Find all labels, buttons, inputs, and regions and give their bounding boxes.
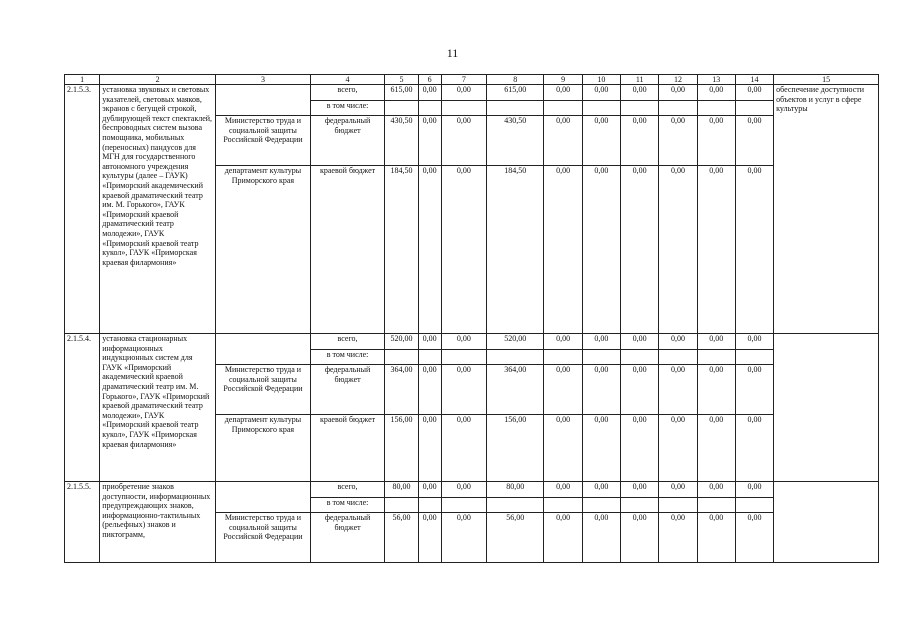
value-cell: 0,00: [735, 166, 773, 334]
col-number: 8: [487, 75, 544, 85]
empty-cell: [418, 498, 441, 513]
col-number: 13: [697, 75, 735, 85]
value-cell: 0,00: [544, 365, 582, 415]
value-cell: 0,00: [659, 85, 697, 101]
value-cell: 0,00: [544, 85, 582, 101]
value-cell: 0,00: [621, 513, 659, 563]
value-cell: 0,00: [582, 415, 620, 482]
page-number: 11: [446, 46, 459, 60]
value-cell: 0,00: [735, 334, 773, 350]
value-cell: 0,00: [697, 116, 735, 166]
value-cell: 0,00: [582, 482, 620, 498]
value-cell: 0,00: [441, 365, 486, 415]
col-number: 4: [310, 75, 385, 85]
federal-org: Министерство труда и социальной защиты Российской Федерации: [216, 116, 311, 166]
empty-cell: [582, 101, 620, 116]
value-cell: 0,00: [659, 365, 697, 415]
empty-cell: [735, 101, 773, 116]
value-cell: 56,00: [487, 513, 544, 563]
federal-budget-label: федеральный бюджет: [310, 365, 385, 415]
value-cell: 0,00: [544, 166, 582, 334]
value-cell: 0,00: [418, 166, 441, 334]
column-number-row: [65, 75, 879, 85]
value-cell: 156,00: [487, 415, 544, 482]
col-number: 14: [735, 75, 773, 85]
value-cell: 0,00: [659, 415, 697, 482]
value-cell: 0,00: [659, 166, 697, 334]
federal-org: Министерство труда и социальной защиты Российской Федерации: [216, 513, 311, 563]
empty-cell: [441, 498, 486, 513]
value-cell: 0,00: [697, 513, 735, 563]
value-cell: 0,00: [544, 513, 582, 563]
col-number: 10: [582, 75, 620, 85]
regional-budget-label: краевой бюджет: [310, 166, 385, 334]
value-cell: 0,00: [659, 116, 697, 166]
value-cell: 0,00: [582, 166, 620, 334]
value-cell: 0,00: [418, 513, 441, 563]
col-number: 2: [100, 75, 216, 85]
org-cell: [216, 334, 311, 365]
empty-cell: [487, 350, 544, 365]
value-cell: 0,00: [621, 334, 659, 350]
org-cell: [216, 482, 311, 513]
empty-cell: [418, 101, 441, 116]
value-cell: 0,00: [621, 116, 659, 166]
item-description: приобретение знаков доступности, информационных предупреждающих знаков, информационно-тактильных (рельефных) знаков и пиктограмм,: [100, 482, 216, 563]
value-cell: 430,50: [487, 116, 544, 166]
including-label: в том числе:: [310, 498, 385, 513]
value-cell: 0,00: [418, 116, 441, 166]
item-description: установка стационарных информационных индукционных систем для ГАУК «Приморский академический краевой драматический театр им. М. Горького», ГАУК «Приморский краевой драматический театр молодежи», ГАУК «Приморский краевой театр кукол», ГАУК «Приморская краевая филармония»: [100, 334, 216, 482]
col-number: 9: [544, 75, 582, 85]
value-cell: 0,00: [418, 85, 441, 101]
regional-budget-label: краевой бюджет: [310, 415, 385, 482]
value-cell: 0,00: [735, 415, 773, 482]
value-cell: 0,00: [441, 415, 486, 482]
value-cell: 0,00: [544, 334, 582, 350]
empty-cell: [582, 498, 620, 513]
value-cell: 56,00: [385, 513, 418, 563]
empty-cell: [544, 101, 582, 116]
value-cell: 0,00: [621, 415, 659, 482]
value-cell: 0,00: [544, 482, 582, 498]
expected-result: [774, 334, 879, 482]
value-cell: 364,00: [487, 365, 544, 415]
empty-cell: [544, 350, 582, 365]
col-number: 1: [65, 75, 100, 85]
regional-org: департамент культуры Приморского края: [216, 415, 311, 482]
value-cell: 0,00: [418, 365, 441, 415]
value-cell: 0,00: [697, 482, 735, 498]
value-cell: 0,00: [735, 116, 773, 166]
value-cell: 0,00: [582, 513, 620, 563]
value-cell: 0,00: [621, 482, 659, 498]
value-cell: 0,00: [441, 166, 486, 334]
org-cell: [216, 85, 311, 116]
empty-cell: [385, 101, 418, 116]
value-cell: 0,00: [441, 482, 486, 498]
budget-table: [64, 74, 879, 563]
value-cell: 520,00: [487, 334, 544, 350]
value-cell: 0,00: [441, 116, 486, 166]
value-cell: 0,00: [735, 482, 773, 498]
expected-result: обеспечение доступности объектов и услуг в сфере культуры: [774, 85, 879, 334]
empty-cell: [621, 101, 659, 116]
value-cell: 364,00: [385, 365, 418, 415]
item-description: установка звуковых и световых указателей, световых маяков, экранов с бегущей строкой, дублирующей текст спектаклей, беспроводных систем вызова помощника, мобильных (переносных) пандусов для МГН для государственного автономного учреждения культуры (далее – ГАУК) «Приморский академический краевой драматический театр им. М. Горького», ГАУК «Приморский краевой драматический театр молодежи», ГАУК «Приморский краевой театр кукол», ГАУК «Приморская краевая филармония»: [100, 85, 216, 334]
col-number: 3: [216, 75, 311, 85]
empty-cell: [582, 350, 620, 365]
value-cell: 156,00: [385, 415, 418, 482]
value-cell: 0,00: [697, 415, 735, 482]
col-number: 5: [385, 75, 418, 85]
col-number: 12: [659, 75, 697, 85]
value-cell: 0,00: [697, 365, 735, 415]
value-cell: 0,00: [735, 85, 773, 101]
item-code: 2.1.5.5.: [65, 482, 100, 563]
empty-cell: [441, 101, 486, 116]
value-cell: 0,00: [418, 482, 441, 498]
empty-cell: [697, 350, 735, 365]
including-label: в том числе:: [310, 101, 385, 116]
col-number: 15: [774, 75, 879, 85]
value-cell: 0,00: [697, 334, 735, 350]
funding-total-label: всего,: [310, 482, 385, 498]
value-cell: 184,50: [487, 166, 544, 334]
federal-budget-label: федеральный бюджет: [310, 116, 385, 166]
empty-cell: [385, 498, 418, 513]
value-cell: 0,00: [621, 365, 659, 415]
table-row: [65, 85, 879, 101]
value-cell: 0,00: [441, 334, 486, 350]
empty-cell: [659, 101, 697, 116]
value-cell: 0,00: [659, 334, 697, 350]
table-row: [65, 334, 879, 350]
empty-cell: [544, 498, 582, 513]
value-cell: 80,00: [385, 482, 418, 498]
value-cell: 0,00: [418, 334, 441, 350]
value-cell: 615,00: [487, 85, 544, 101]
empty-cell: [621, 498, 659, 513]
item-code: 2.1.5.4.: [65, 334, 100, 482]
federal-org: Министерство труда и социальной защиты Российской Федерации: [216, 365, 311, 415]
col-number: 7: [441, 75, 486, 85]
empty-cell: [487, 498, 544, 513]
empty-cell: [659, 350, 697, 365]
value-cell: 0,00: [659, 482, 697, 498]
value-cell: 0,00: [621, 85, 659, 101]
value-cell: 0,00: [544, 116, 582, 166]
value-cell: 0,00: [441, 85, 486, 101]
empty-cell: [735, 498, 773, 513]
col-number: 6: [418, 75, 441, 85]
empty-cell: [487, 101, 544, 116]
value-cell: 0,00: [418, 415, 441, 482]
empty-cell: [441, 350, 486, 365]
col-number: 11: [621, 75, 659, 85]
table-row: [65, 482, 879, 498]
including-label: в том числе:: [310, 350, 385, 365]
value-cell: 80,00: [487, 482, 544, 498]
value-cell: 0,00: [621, 166, 659, 334]
empty-cell: [621, 350, 659, 365]
federal-budget-label: федеральный бюджет: [310, 513, 385, 563]
value-cell: 0,00: [582, 116, 620, 166]
value-cell: 0,00: [441, 513, 486, 563]
value-cell: 430,50: [385, 116, 418, 166]
value-cell: 0,00: [582, 365, 620, 415]
value-cell: 0,00: [659, 513, 697, 563]
value-cell: 0,00: [735, 513, 773, 563]
value-cell: 184,50: [385, 166, 418, 334]
value-cell: 520,00: [385, 334, 418, 350]
value-cell: 0,00: [582, 85, 620, 101]
regional-org: департамент культуры Приморского края: [216, 166, 311, 334]
empty-cell: [385, 350, 418, 365]
expected-result: [774, 482, 879, 563]
value-cell: 0,00: [697, 166, 735, 334]
item-code: 2.1.5.3.: [65, 85, 100, 334]
funding-total-label: всего,: [310, 334, 385, 350]
value-cell: 0,00: [697, 85, 735, 101]
empty-cell: [659, 498, 697, 513]
value-cell: 615,00: [385, 85, 418, 101]
value-cell: 0,00: [582, 334, 620, 350]
value-cell: 0,00: [735, 365, 773, 415]
empty-cell: [697, 101, 735, 116]
empty-cell: [697, 498, 735, 513]
funding-total-label: всего,: [310, 85, 385, 101]
empty-cell: [418, 350, 441, 365]
empty-cell: [735, 350, 773, 365]
value-cell: 0,00: [544, 415, 582, 482]
